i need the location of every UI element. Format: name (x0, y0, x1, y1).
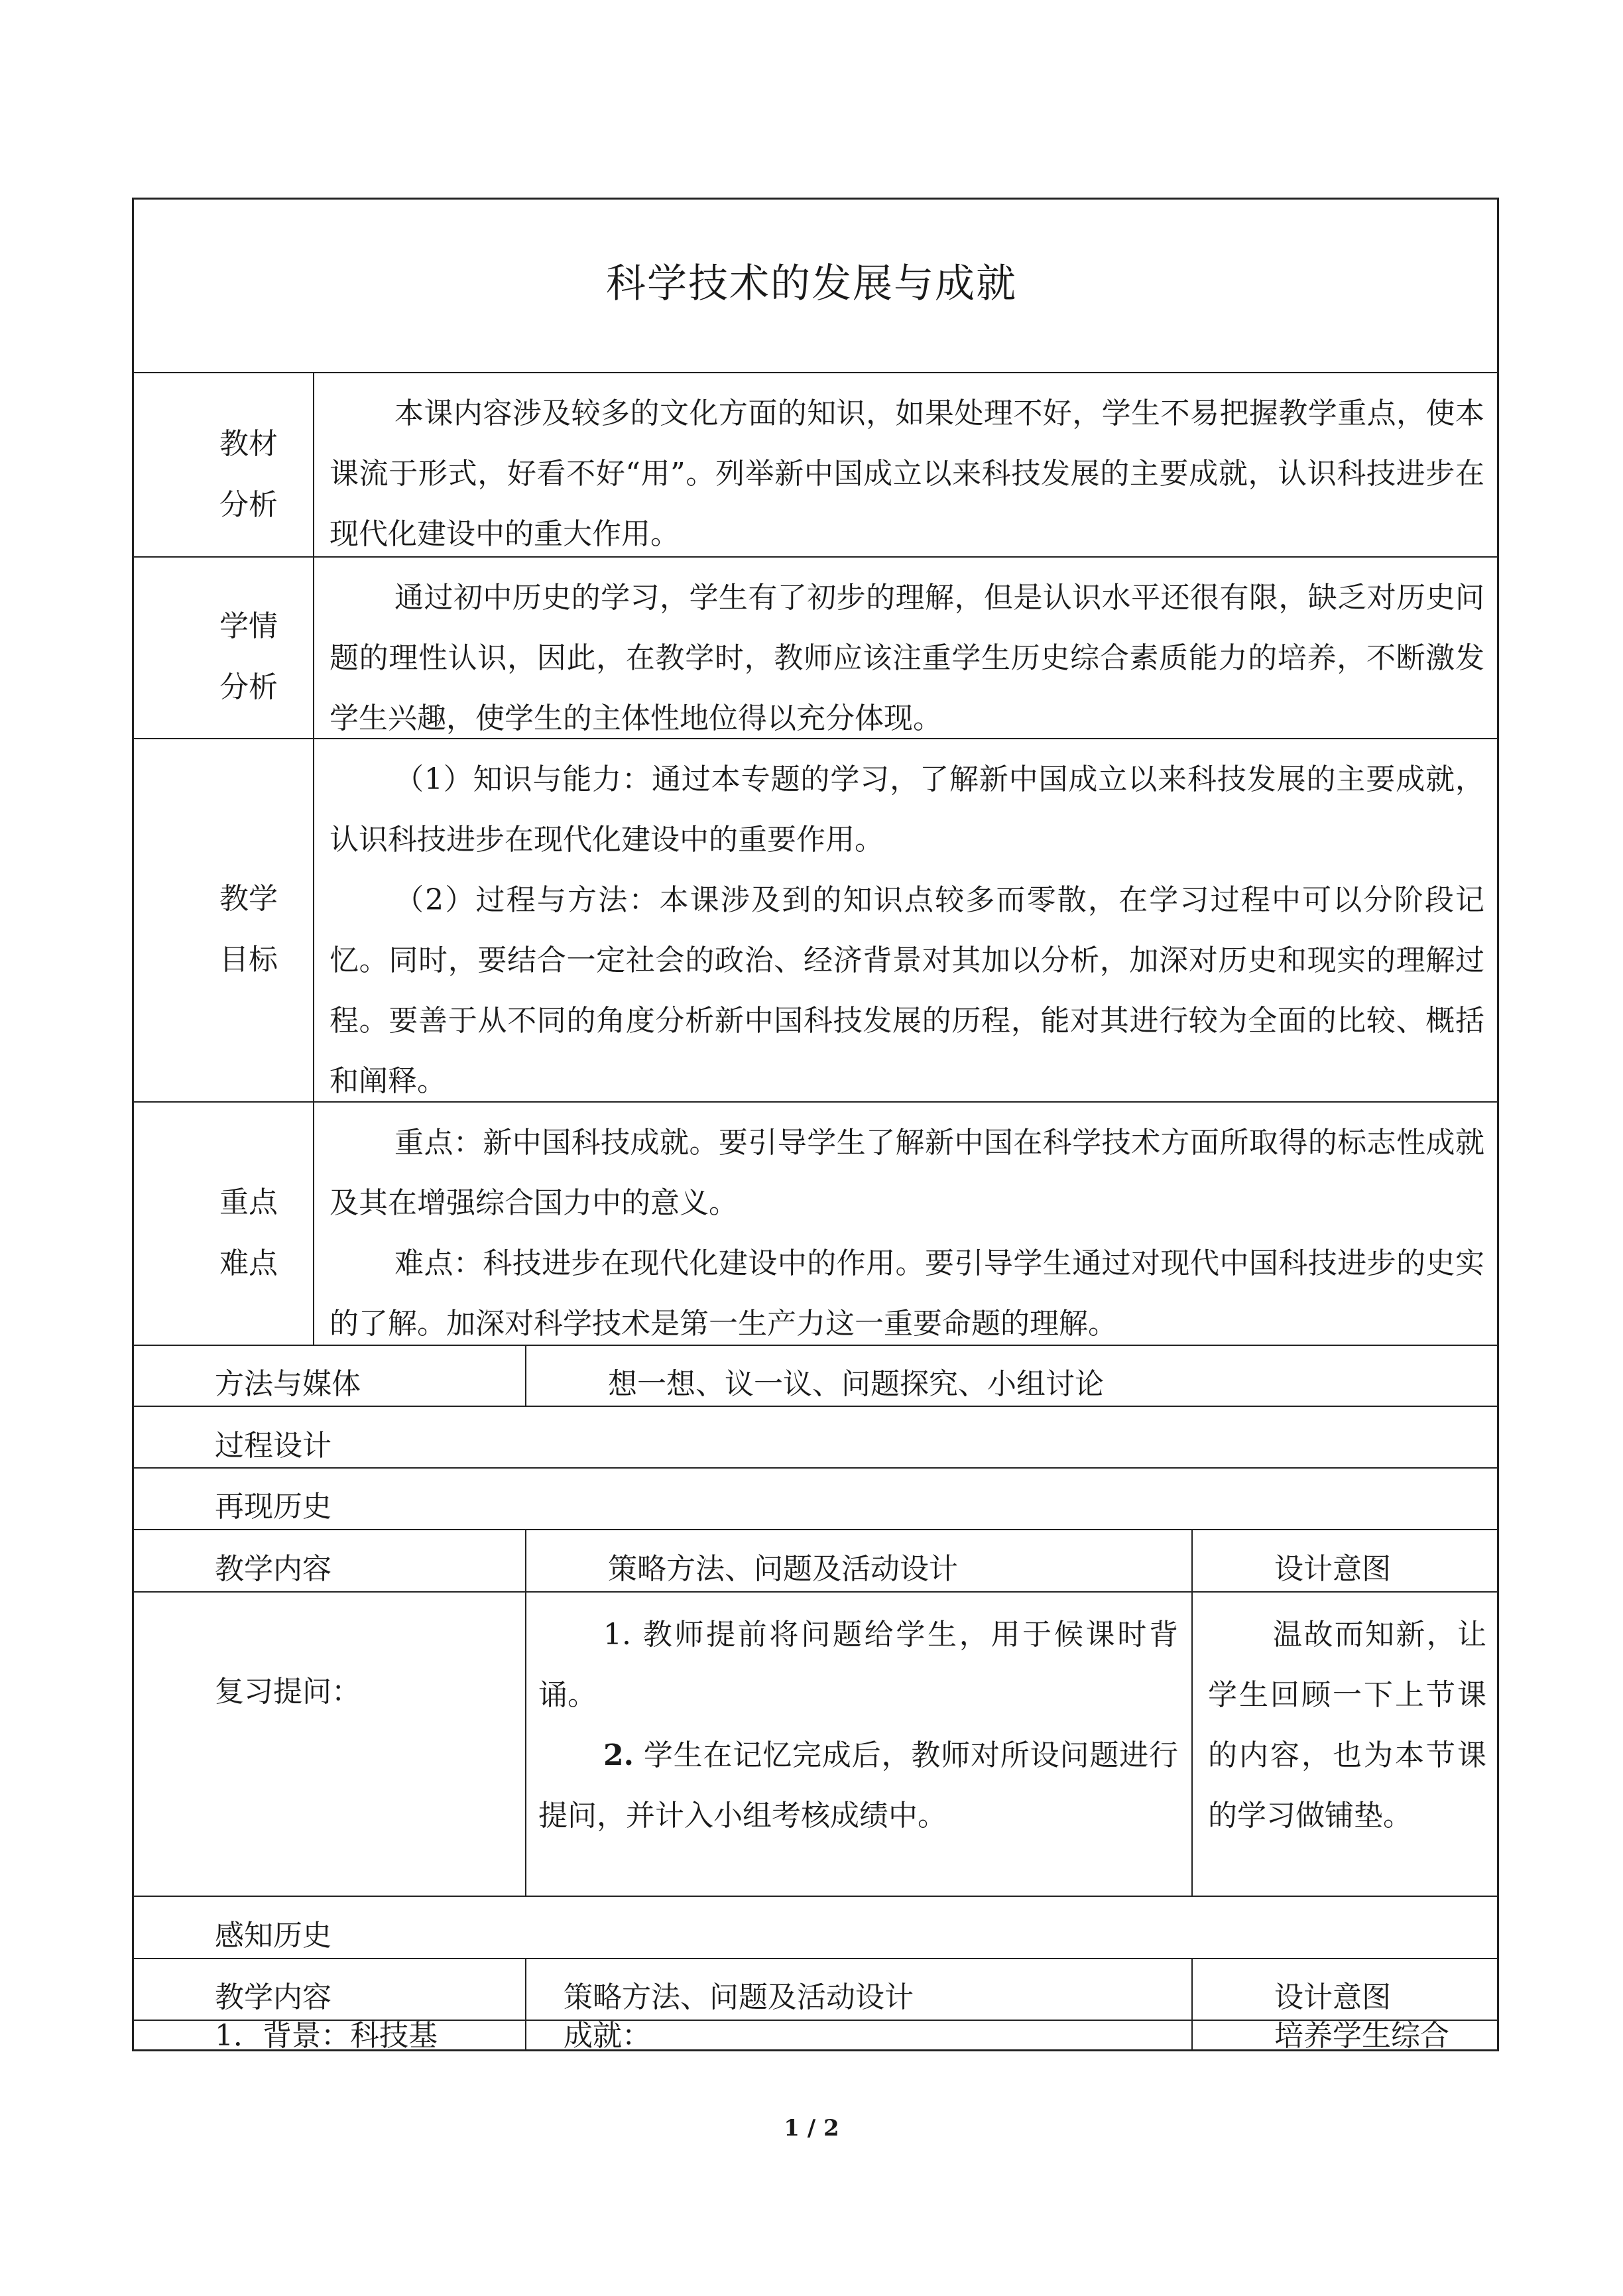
row-divider (132, 1406, 1499, 1407)
column-header-intent: 设计意图 (1274, 1552, 1391, 1586)
col-divider (313, 372, 314, 1345)
column-header-intent: 设计意图 (1274, 1980, 1391, 2014)
review-strategy: 1. 教师提前将问题给学生，用于候课时背诵。 2. 学生在记忆完成后，教师对所设问题进行提问，并计入小组考核成绩中。 (538, 1618, 1178, 1833)
label-textbook-analysis: 教材 分析 (219, 427, 278, 522)
perceive-content: 1．背景：科技基 (215, 2019, 438, 2053)
row-divider (132, 1467, 1499, 1469)
teaching-goals-text: （1）知识与能力：通过本专题的学习，了解新中国成立以来科技发展的主要成就，认识科技进步在现代化建设中的重要作用。 （2）过程与方法：本课涉及到的知识点较多而零散，在学习过程中可以分阶段记忆。同时，要结合一定社会的政治、经济背景对其加以分析，加深对历史和现实的理解过程。要善于从不同的角度分析新中国科技发展的历程，能对其进行较为全面的比较、概括和阐释。 (330, 762, 1484, 1098)
key-difficult-points-text: 重点：新中国科技成就。要引导学生了解新中国在科学技术方面所取得的标志性成就及其在增强综合国力中的意义。 难点：科技进步在现代化建设中的作用。要引导学生通过对现代中国科技进步的史实的了解。加深对科学技术是第一生产力这一重要命题的理解。 (330, 1126, 1484, 1341)
column-header-strategy: 策略方法、问题及活动设计 (608, 1552, 958, 1586)
col-divider (1191, 1958, 1193, 2051)
perceive-strategy: 成就： (564, 2019, 651, 2053)
column-header-strategy: 策略方法、问题及活动设计 (564, 1980, 914, 2014)
row-divider (132, 1591, 1499, 1593)
label-key-difficult-points: 重点 难点 (219, 1185, 278, 1280)
review-intent: 温故而知新，让学生回顾一下上节课的内容，也为本节课的学习做铺垫。 (1208, 1618, 1486, 1833)
column-header-content: 教学内容 (215, 1552, 331, 1586)
learner-analysis-text: 通过初中历史的学习，学生有了初步的理解，但是认识水平还很有限，缺乏对历史问题的理性认识，因此，在教学时，教师应该注重学生历史综合素质能力的培养，不断激发学生兴趣，使学生的主体性地位得以充分体现。 (330, 581, 1484, 735)
col-divider (525, 1958, 526, 2051)
label-learner-analysis: 学情 分析 (219, 609, 278, 704)
review-content: 复习提问： (215, 1675, 361, 1709)
col-divider (525, 1529, 526, 1896)
row-divider (132, 1958, 1499, 1959)
col-divider (1191, 1529, 1193, 1896)
methods-label: 方法与媒体 (215, 1367, 361, 1401)
section-heading-review: 再现历史 (215, 1490, 331, 1524)
perceive-intent: 培养学生综合 (1274, 2019, 1449, 2053)
process-design-heading: 过程设计 (215, 1429, 331, 1463)
row-divider (132, 372, 1499, 373)
section-heading-perceive: 感知历史 (215, 1919, 331, 1953)
column-header-content: 教学内容 (215, 1980, 331, 2014)
row-divider (132, 1529, 1499, 1530)
page-title: 科学技术的发展与成就 (606, 261, 1017, 307)
label-teaching-goals: 教学 目标 (219, 882, 278, 977)
page-number: 1 / 2 (784, 2115, 839, 2142)
row-divider (132, 1896, 1499, 1897)
methods-value: 想一想、议一议、问题探究、小组讨论 (608, 1367, 1104, 1401)
textbook-analysis-text: 本课内容涉及较多的文化方面的知识，如果处理不好，学生不易把握教学重点，使本课流于形式，好看不好“用”。列举新中国成立以来科技发展的主要成就，认识科技进步在现代化建设中的重大作用。 (330, 396, 1484, 551)
